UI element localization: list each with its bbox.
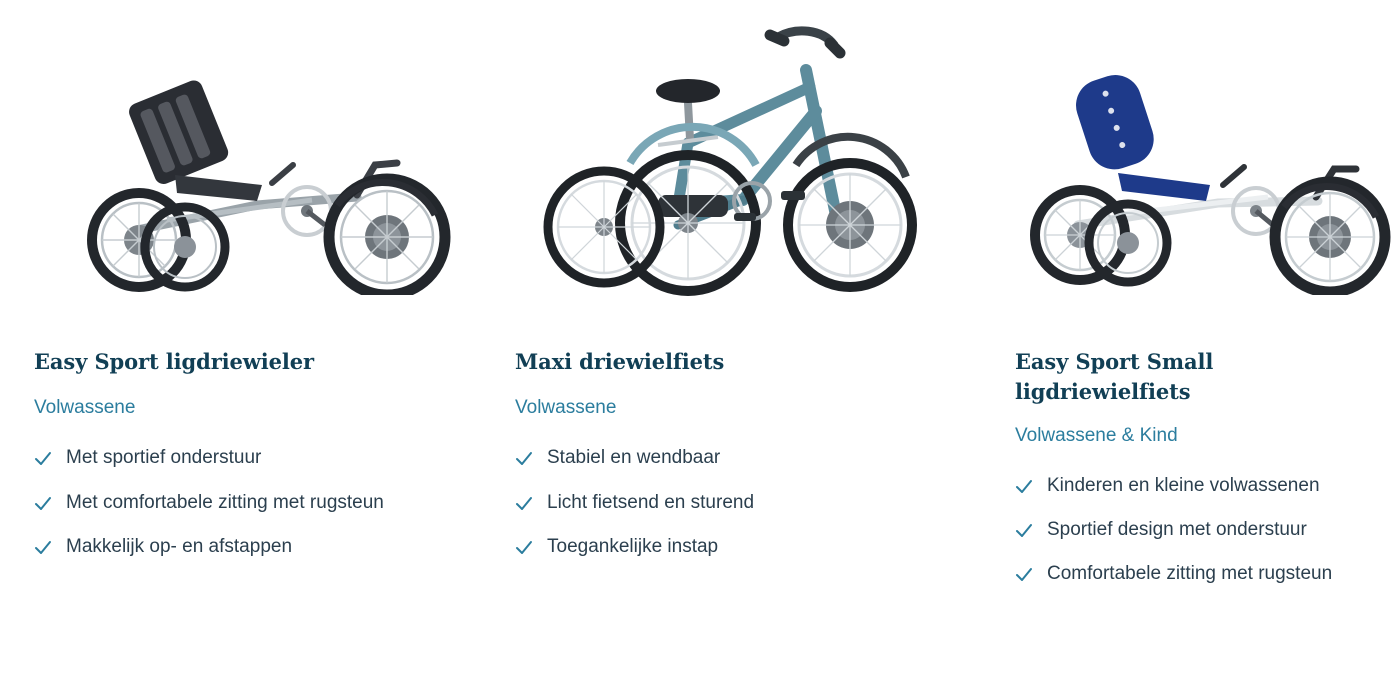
feature-text: Toegankelijke instap (547, 535, 719, 557)
product-card-easy-sport (0, 0, 480, 686)
check-icon (34, 450, 52, 468)
feature-list (515, 445, 875, 560)
check-icon (515, 539, 533, 557)
feature-text: Comfortabele zitting met rugsteun (1047, 563, 1333, 585)
feature-text: Makkelijk op- en afstappen (66, 535, 293, 557)
check-icon (1015, 566, 1033, 584)
check-icon (515, 495, 533, 513)
list-item (1015, 517, 1385, 543)
check-icon (515, 450, 533, 468)
product-audience: Volwassene & Kind (1015, 424, 1178, 446)
check-icon (1015, 478, 1033, 496)
product-card-maxi (480, 0, 960, 686)
check-icon (34, 495, 52, 513)
feature-list (34, 445, 394, 560)
feature-text: Met comfortabele zitting met rugsteun (66, 491, 384, 513)
feature-text: Licht fietsend en sturend (547, 491, 755, 513)
list-item (34, 445, 394, 471)
list-item (34, 490, 394, 516)
list-item (1015, 561, 1385, 587)
page-title: Maxi driewielfiets (515, 349, 725, 374)
list-item (1015, 473, 1385, 499)
feature-text: Stabiel en wendbaar (547, 447, 721, 469)
list-item (515, 534, 875, 560)
page-title: Easy Sport ligdriewieler (34, 349, 315, 374)
list-item (34, 534, 394, 560)
check-icon (1015, 522, 1033, 540)
feature-text: Met sportief onderstuur (66, 447, 262, 469)
maxi-driewielfiets-photo (515, 0, 960, 320)
feature-list (1015, 473, 1385, 588)
check-icon (34, 539, 52, 557)
feature-text: Kinderen en kleine volwassenen (1047, 474, 1320, 496)
product-audience: Volwassene (34, 397, 136, 419)
easy-sport-ligdriewieler-photo (34, 0, 480, 320)
page-title: Easy Sport Small ligdriewielfiets (1015, 349, 1214, 405)
product-card-easy-sport-small (960, 0, 1400, 686)
feature-text: Sportief design met onderstuur (1047, 519, 1307, 541)
list-item (515, 490, 875, 516)
product-audience: Volwassene (515, 397, 617, 419)
easy-sport-small-ligdriewielfiets-photo (1015, 0, 1400, 320)
list-item (515, 445, 875, 471)
